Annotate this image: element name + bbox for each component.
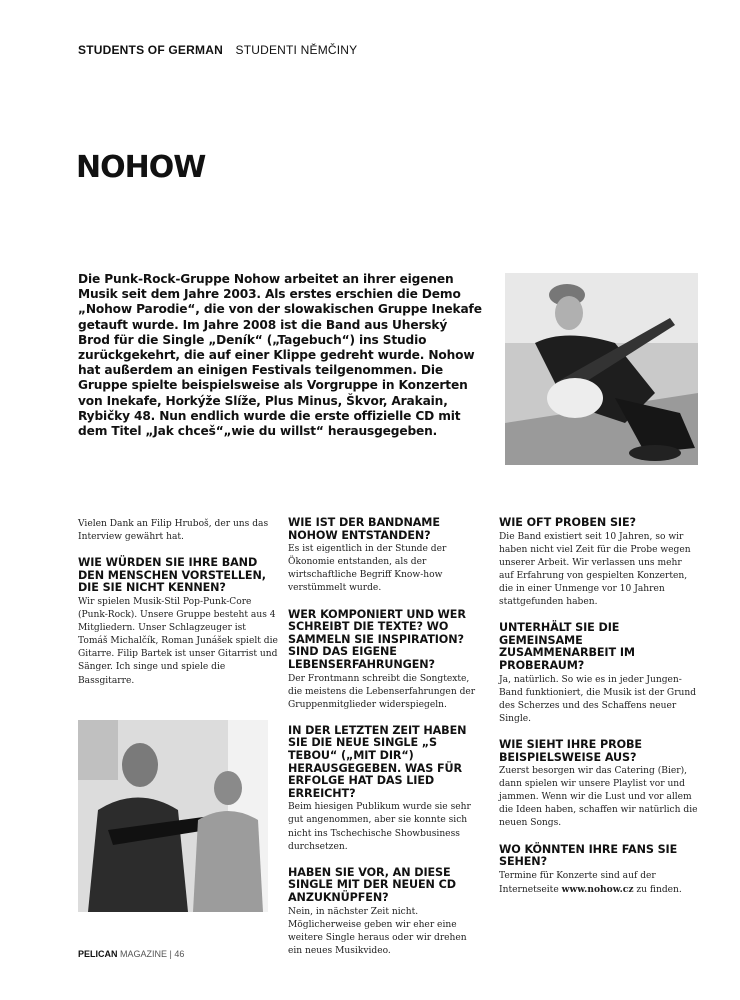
column-1: [78, 517, 278, 701]
article-title: NOHOW: [76, 150, 206, 185]
lead-paragraph: Die Punk-Rock-Gruppe Nohow arbeitet an ihrer eigenen Musik seit dem Jahre 2003. Als erstes erschien die Demo „Nohow Parodie“, die von der slowakischen Gruppe Inekafe getauft wurde. Im Jahre 2008 ist die Band aus Uherský Brod für die Single „Deník“ („Tagebuch“) ins Studio zurückgekehrt, die auf einer Klippe gedreht wurde. Nohow hat außerdem an einigen Festivals teilgenommen. Die Gruppe spielte beispielsweise als Vorgruppe in Konzerten von Inekafe, Horkýže Slíže, Plus Minus, Škvor, Arakain, Rybičky 48. Nun endlich wurde die erste offizielle CD mit dem Titel „Jak chceš“„wie du willst“ herausgegeben.: [78, 272, 482, 439]
answer-4: Beim hiesigen Publikum wurde sie sehr gut angenommen, aber sie konnte sich nicht ins Tschechische Showbusiness durchsetzen.: [288, 802, 471, 852]
intro-text: Vielen Dank an Filip Hruboš, der uns das Interview gewährt hat.: [78, 519, 269, 543]
answer-7: Ja, natürlich. So wie es in jeder Jungen-Band funktioniert, die Musik ist der Grund des Scherzes und des Schaffens neuer Single.: [499, 674, 697, 724]
question-9: WO KÖNNTEN IHRE FANS SIE SEHEN?: [499, 842, 678, 869]
section-header: [78, 43, 357, 57]
section-subtitle: STUDENTI NĚMČINY: [235, 43, 358, 57]
question-7: UNTERHÄLT SIE DIE GEMEINSAME ZUSAMMENARBEIT IM PROBERAUM?: [499, 621, 635, 672]
answer-5: Nein, in nächster Zeit nicht. Möglicherweise geben wir eher eine weitere Single heraus oder wir drehen ein neues Musikvideo.: [288, 906, 467, 956]
question-8: WIE SIEHT IHRE PROBE BEISPIELSWEISE AUS?: [499, 737, 642, 764]
question-6: WIE OFT PROBEN SIE?: [499, 516, 636, 529]
question-2: WIE IST DER BANDNAME NOHOW ENTSTANDEN?: [288, 516, 440, 542]
page-footer: [78, 949, 184, 959]
answer-3: Der Frontmann schreibt die Songtexte, die meistens die Lebenserfahrungen der Gruppenmitglieder widerspiegeln.: [288, 673, 476, 710]
answer-9-text-end: zu finden.: [633, 884, 682, 895]
answer-9: [499, 870, 699, 897]
answer-6: Die Band existiert seit 10 Jahren, so wir haben nicht viel Zeit für die Probe wegen unserer Arbeit. Wir verlassen uns mehr auf Erfahrung von gespielten Konzerten, die in einer Unmenge vor 10 Jahren stattgefunden haben.: [499, 531, 691, 608]
answer-8: Zuerst besorgen wir das Catering (Bier), dann spielen wir unsere Playlist vor und jammen. Wenn wir die Lust und vor allem die Ideen haben, schaffen wir natürlich die neuen Songs.: [499, 766, 698, 829]
magazine-page-number: MAGAZINE | 46: [117, 949, 185, 959]
question-1: WIE WÜRDEN SIE IHRE BAND DEN MENSCHEN VORSTELLEN, DIE SIE NICHT KENNEN?: [78, 556, 266, 595]
magazine-brand: PELICAN: [78, 949, 118, 959]
band-members-photo: [78, 720, 268, 912]
bassist-photo: [505, 273, 698, 465]
answer-2: Es ist eigentlich in der Stunde der Ökonomie entstanden, als der wirtschaftliche Begriff Know-how verstümmelt wurde.: [288, 544, 447, 594]
column-3: [499, 517, 699, 910]
bassist-photo-drawing: [505, 273, 698, 465]
question-5: HABEN SIE VOR, AN DIESE SINGLE MIT DER NEUEN CD ANZUKNÜPFEN?: [288, 865, 456, 904]
column-2: [288, 517, 483, 971]
answer-9-text: Termine für Konzerte sind auf der Internetseite: [499, 870, 656, 895]
section-title: STUDENTS OF GERMAN: [78, 43, 223, 57]
band-members-photo-drawing: [78, 720, 268, 912]
website-link[interactable]: www.nohow.cz: [561, 883, 634, 895]
question-4: IN DER LETZTEN ZEIT HABEN SIE DIE NEUE SINGLE „S TEBOU“ („MIT DIR“) HERAUSGEGEBEN. WAS FÜR ERFOLGE HAT DAS LIED ERREICHT?: [288, 723, 467, 800]
question-3: WER KOMPONIERT UND WER SCHREIBT DIE TEXTE? WO SAMMELN SIE INSPIRATION? SIND DAS EIGENE LEBENSERFAHRUNGEN?: [288, 607, 466, 671]
answer-1: Wir spielen Musik-Stil Pop-Punk-Core (Punk-Rock). Unsere Gruppe besteht aus 4 Mitgliedern. Unser Schlagzeuger ist Tomáš Michalčík, Roman Junášek spielt die Gitarre. Filip Bartek ist unser Gitarrist und Sänger. Ich singe und spiele die Bassgitarre.: [78, 596, 278, 686]
